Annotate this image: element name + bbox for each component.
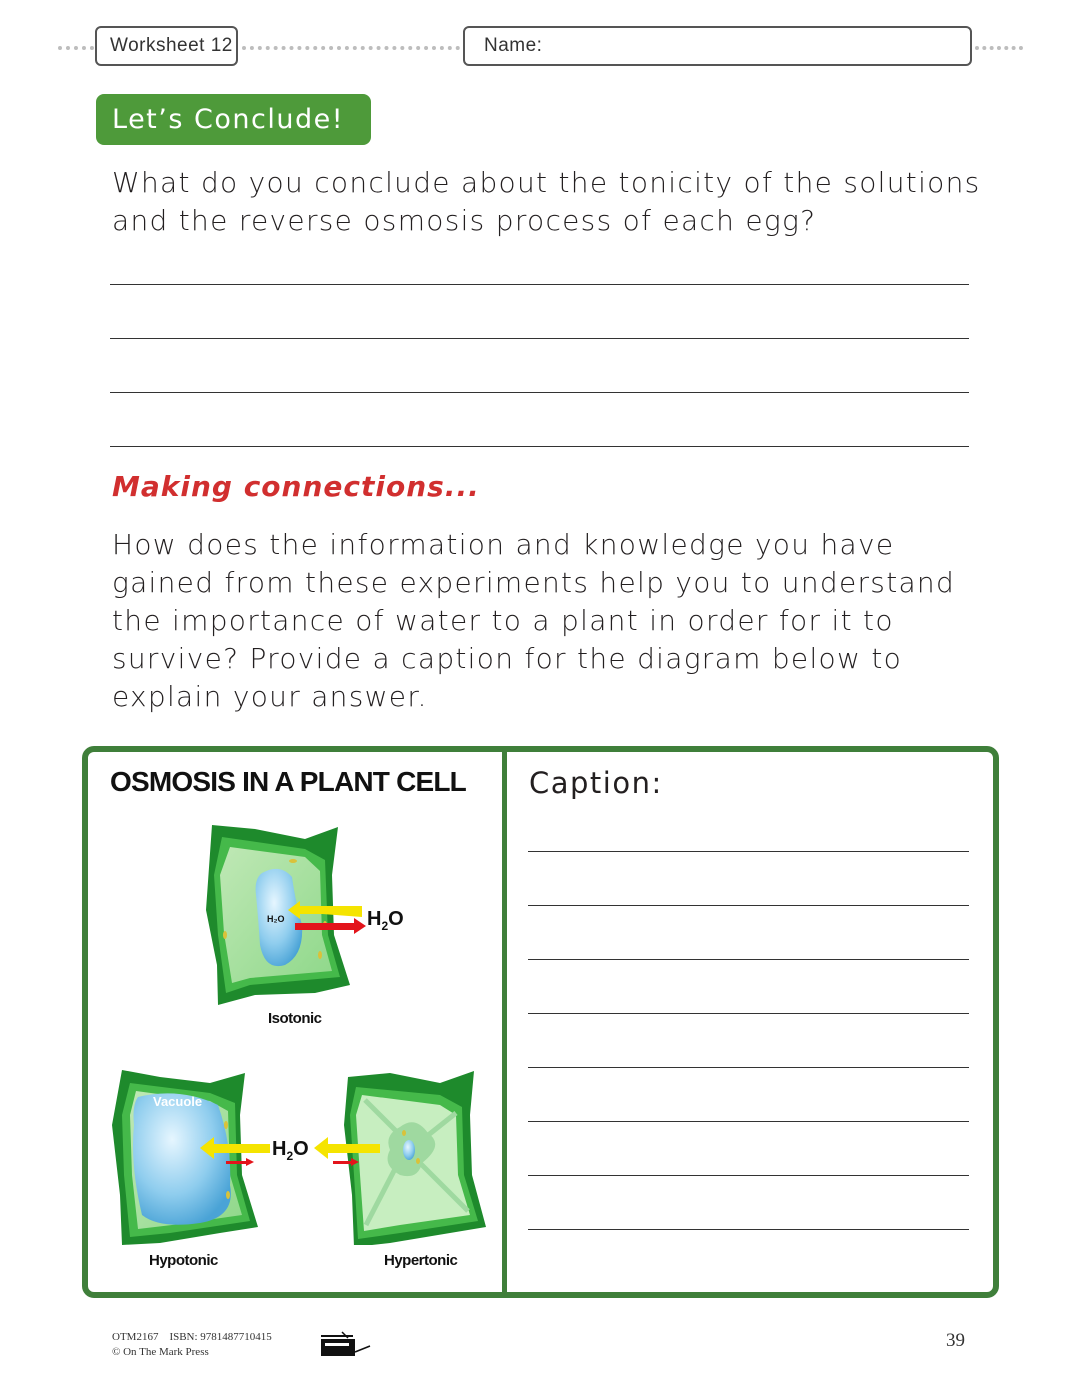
footer-publisher: © On The Mark Press bbox=[112, 1346, 209, 1358]
caption-line-8[interactable] bbox=[528, 1229, 969, 1230]
name-field-label: Name: bbox=[484, 35, 543, 56]
isotonic-label: Isotonic bbox=[268, 1010, 322, 1027]
hypotonic-label: Hypotonic bbox=[149, 1252, 218, 1269]
hypertonic-cell bbox=[314, 1071, 486, 1245]
caption-line-4[interactable] bbox=[528, 1013, 969, 1014]
caption-line-7[interactable] bbox=[528, 1175, 969, 1176]
hypertonic-label: Hypertonic bbox=[384, 1252, 458, 1269]
isotonic-cell bbox=[206, 825, 366, 1005]
making-connections-heading: Making connections... bbox=[112, 470, 480, 503]
isotonic-inner-h2o: H₂O bbox=[267, 914, 285, 924]
page-number: 39 bbox=[946, 1330, 965, 1351]
answer-line-2[interactable] bbox=[110, 338, 969, 339]
caption-line-3[interactable] bbox=[528, 959, 969, 960]
conclude-question-line-1: What do you conclude about the tonicity of the solutions bbox=[112, 166, 981, 199]
diagram-title: OSMOSIS IN A PLANT CELL bbox=[110, 766, 466, 797]
name-field[interactable] bbox=[463, 26, 972, 66]
connections-text-line-1: How does the information and knowledge you have bbox=[112, 528, 895, 561]
connections-text-line-3: the importance of water to a plant in order for it to bbox=[112, 604, 894, 637]
header-dots-left bbox=[58, 46, 94, 50]
osmosis-diagram bbox=[100, 815, 495, 1245]
answer-line-4[interactable] bbox=[110, 446, 969, 447]
header-dots-middle bbox=[242, 46, 460, 50]
connections-text-line-4: survive? Provide a caption for the diagram below to bbox=[112, 642, 903, 675]
connections-text-line-2: gained from these experiments help you to understand bbox=[112, 566, 956, 599]
caption-line-6[interactable] bbox=[528, 1121, 969, 1122]
section-title-text: Let’s Conclude! bbox=[112, 104, 345, 135]
center-h2o: $H_2O$ bbox=[272, 1138, 309, 1163]
worksheet-label-box bbox=[95, 26, 238, 66]
caption-label: Caption: bbox=[529, 766, 663, 800]
conclude-question-line-2: and the reverse osmosis process of each egg? bbox=[112, 204, 817, 237]
answer-line-3[interactable] bbox=[110, 392, 969, 393]
header-dots-right bbox=[975, 46, 1023, 50]
isotonic-outer-h2o: $H_2O$ bbox=[367, 908, 404, 933]
vacuole-label: Vacuole bbox=[153, 1094, 203, 1109]
caption-line-2[interactable] bbox=[528, 905, 969, 906]
panel-divider bbox=[502, 750, 507, 1296]
publisher-logo-icon bbox=[318, 1330, 374, 1360]
section-title-lets-conclude bbox=[96, 94, 371, 145]
worksheet-label: Worksheet 12 bbox=[110, 35, 233, 56]
footer-code-isbn: OTM2167 ISBN: 9781487710415 bbox=[112, 1331, 272, 1343]
caption-line-5[interactable] bbox=[528, 1067, 969, 1068]
connections-text-line-5: explain your answer. bbox=[112, 680, 428, 713]
answer-line-1[interactable] bbox=[110, 284, 969, 285]
caption-line-1[interactable] bbox=[528, 851, 969, 852]
